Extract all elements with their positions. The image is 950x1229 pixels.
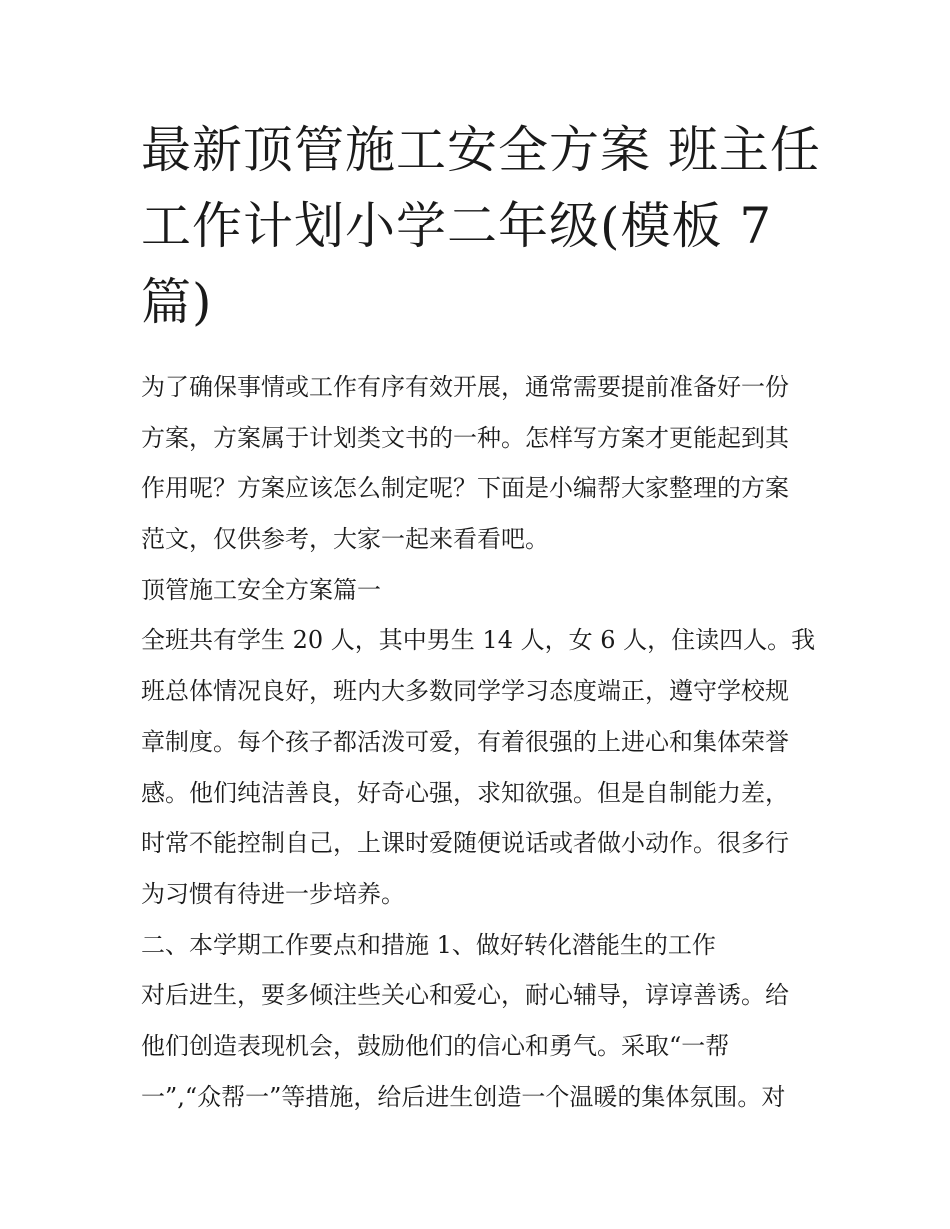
title-line: 工作计划小学二年级(模板 7 <box>141 197 773 255</box>
title-line: 篇) <box>141 273 213 331</box>
section-heading: 二、本学期工作要点和措施 1、做好转化潜能生的工作 <box>141 930 716 959</box>
title-line: 最新顶管施工安全方案 班主任 <box>141 121 821 179</box>
document-page <box>141 112 821 1122</box>
paragraph-line: 他们创造表现机会，鼓励他们的信心和勇气。采取“一帮 <box>141 1031 730 1060</box>
paragraph-line: 班总体情况良好，班内大多数同学学习态度端正，遵守学校规 <box>141 677 789 706</box>
paragraph-line: 方案，方案属于计划类文书的一种。怎样写方案才更能起到其 <box>141 423 789 452</box>
paragraph-line: 范文，仅供参考，大家一起来看看吧。 <box>141 525 549 554</box>
paragraph-line: 一”,“众帮一”等措施，给后进生创造一个温暖的集体氛围。对 <box>141 1082 786 1111</box>
paragraph-line: 对后进生，要多倾注些关心和爱心，耐心辅导，谆谆善诱。给 <box>141 981 789 1010</box>
document-body <box>141 362 821 1122</box>
paragraph-line: 全班共有学生 20 人，其中男生 14 人，女 6 人，住读四人。我 <box>141 626 816 655</box>
paragraph-line: 作用呢？方案应该怎么制定呢？下面是小编帮大家整理的方案 <box>141 474 789 503</box>
document-title <box>141 112 821 340</box>
paragraph-line: 章制度。每个孩子都活泼可爱，有着很强的上进心和集体荣誉 <box>141 727 789 756</box>
paragraph-line: 感。他们纯洁善良，好奇心强，求知欲强。但是自制能力差， <box>141 778 789 807</box>
paragraph-line: 时常不能控制自己，上课时爱随便说话或者做小动作。很多行 <box>141 829 789 858</box>
paragraph-line: 为了确保事情或工作有序有效开展，通常需要提前准备好一份 <box>141 373 789 401</box>
section-heading: 顶管施工安全方案篇一 <box>141 575 381 604</box>
paragraph-line: 为习惯有待进一步培养。 <box>141 879 405 908</box>
